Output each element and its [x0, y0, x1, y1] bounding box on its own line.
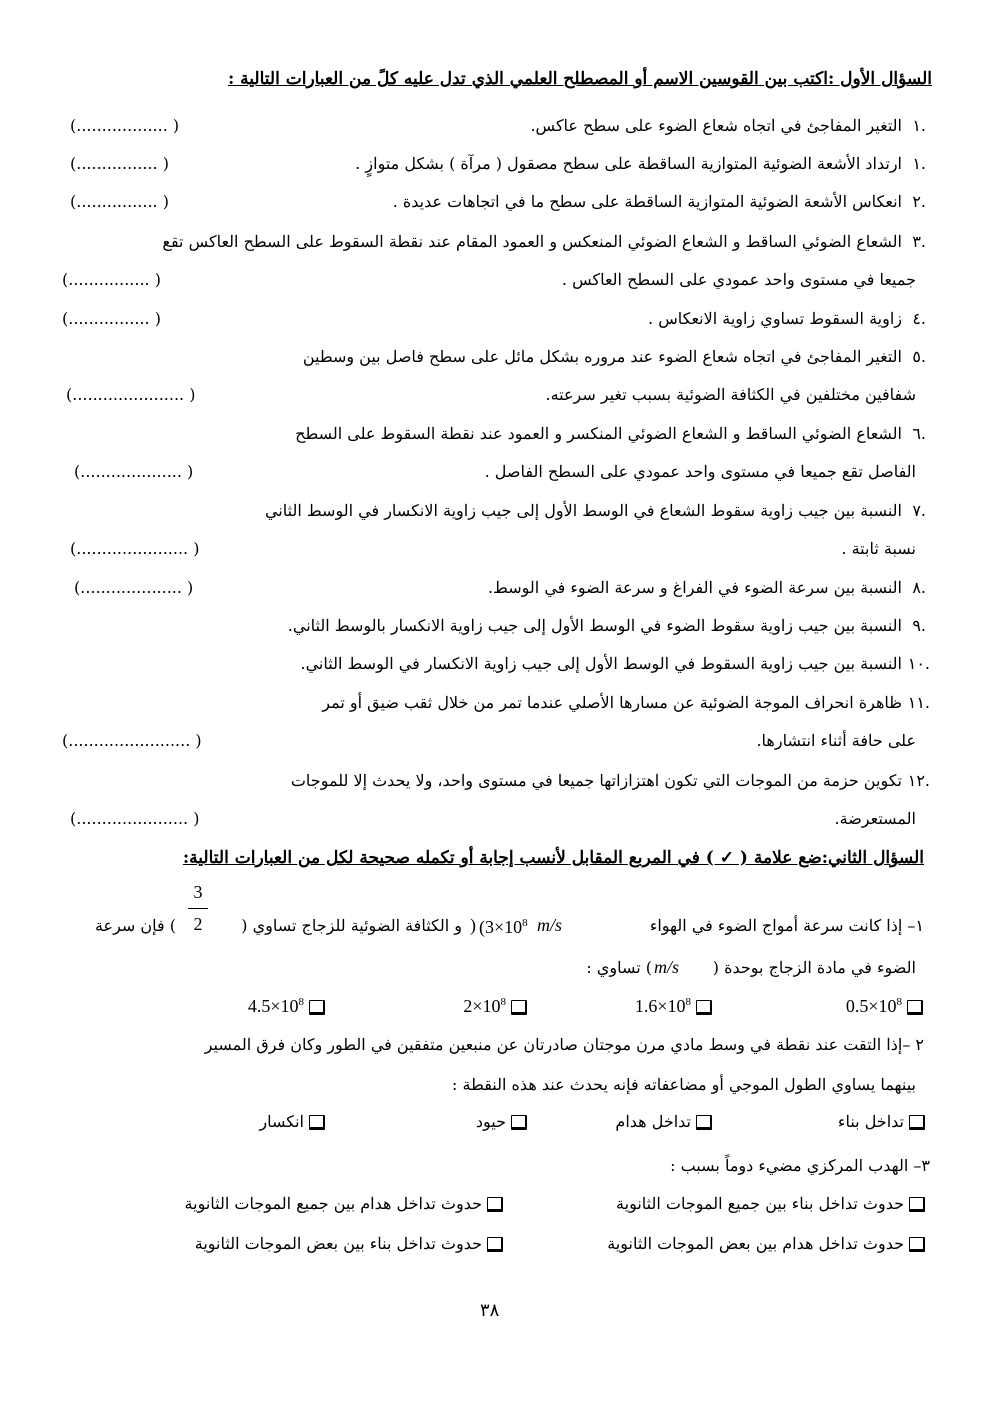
q1-item-9-text: النسبة بين سرعة الضوء في الفراغ و سرعة الضوء في الوسط. [487, 578, 902, 597]
checkbox-option-4[interactable] [309, 1000, 325, 1015]
checkbox-p3-option-1[interactable] [909, 1197, 925, 1212]
q1-item-9-answer-blank[interactable]: (.................... ) [74, 578, 194, 597]
q1-item-12-num: ١١. [907, 693, 930, 712]
q2-p3-option-3[interactable] [607, 1233, 930, 1255]
q1-item-13-text: تكوين حزمة من الموجات التي تكون اهتزازاتها جميعا في مستوى واحد، ولا يحدث إلا للموجات [290, 771, 902, 790]
q1-item-5-num: ٤. [912, 309, 926, 328]
q1-item-11-text: النسبة بين جيب زاوية السقوط في الوسط الأول إلى جيب زاوية الانكسار في الوسط الثاني. [300, 654, 902, 673]
q2-p3-option-4[interactable] [195, 1233, 508, 1255]
q2-p1-option-3-base: 2×10 [463, 996, 501, 1016]
q1-item-4-text: الشعاع الضوئي الساقط و الشعاع الضوئي المنعكس و العمود المقام عند نقطة السقوط على السطح العاكس تقع [162, 232, 902, 251]
checkbox-constructive[interactable] [909, 1115, 925, 1130]
q1-item-13-num: ١٢. [907, 771, 930, 790]
q1-item-7-num: ٦. [912, 424, 926, 443]
q2-p2-line1: ٢ –إذا التقت عند نقطة في وسط مادي مرن موجتان صادرتان عن منبعين متفقين في الطور وكان فرق المسير [204, 1035, 924, 1054]
q2-p2-option-diffraction[interactable] [476, 1111, 532, 1133]
speed-exponent: 8 [522, 917, 528, 929]
q2-p3-option-2-label: حدوث تداخل هدام بين جميع الموجات الثانوية [184, 1194, 482, 1213]
q2-p2-option-refraction[interactable] [259, 1111, 330, 1133]
q1-title: السؤال الأول :اكتب بين القوسين الاسم أو المصطلح العلمي الذي تدل عليه كلً من العبارات التالية : [227, 69, 932, 89]
q1-item-5-answer-blank[interactable]: (................ ) [62, 309, 161, 328]
q2-p1-option-2-base: 1.6×10 [634, 996, 686, 1016]
q1-item-8-num: ٧. [912, 501, 926, 520]
q2-p3-option-3-label: حدوث تداخل هدام بين بعض الموجات الثانوية [607, 1234, 904, 1253]
q1-item-4-answer-blank[interactable]: (................ ) [62, 270, 161, 289]
q2-p1-option-3-exp: 8 [500, 996, 506, 1008]
q1-item-2-answer-blank[interactable]: (................ ) [70, 154, 169, 173]
density-fraction-bar [188, 908, 208, 909]
q2-p1-line2-a: الضوء في مادة الزجاج بوحدة ( [712, 958, 916, 977]
q2-p1-option-1[interactable] [846, 991, 928, 1018]
q2-p2-option-3-label: حيود [475, 1112, 506, 1131]
q1-item-4-cont: جميعا في مستوى واحد عمودي على السطح العاكس . [561, 270, 916, 289]
q2-title: السؤال الثاني:ضع علامة ( ✓ ) في المربع المقابل لأنسب إجابة أو تكمله صحيحة لكل من العبارات التالية: [182, 848, 924, 868]
q1-item-1-num: ١. [912, 116, 926, 135]
q1-item-8-text: النسبة بين جيب زاوية سقوط الشعاع في الوسط الأول إلى جيب زاوية الانكسار في الوسط الثاني [264, 501, 902, 520]
q2-p2-line2: بينهما يساوي الطول الموجي أو مضاعفاته فإنه يحدث عند هذه النقطة : [452, 1075, 916, 1094]
q2-p1-option-1-value [846, 996, 902, 1016]
q1-item-6-text: التغير المفاجئ في اتجاه شعاع الضوء عند مروره بشكل مائل على سطح فاصل بين وسطين [302, 347, 902, 366]
checkbox-option-3[interactable] [511, 1000, 527, 1015]
q1-item-11-num: ١٠. [907, 654, 930, 673]
q1-item-9-num: ٨. [912, 578, 926, 597]
q2-p1-line1-c: ) فإن سرعة [94, 916, 176, 935]
q2-p1-option-1-exp: 8 [896, 996, 902, 1008]
checkbox-destructive[interactable] [696, 1115, 712, 1130]
q2-p1-option-2-value [635, 996, 691, 1016]
q1-item-7-text: الشعاع الضوئي الساقط و الشعاع الضوئي المنكسر و العمود عند نقطة السقوط على السطح [295, 424, 902, 443]
q1-item-13-cont: المستعرضة. [834, 809, 916, 828]
q1-item-12-cont: على حافة أثناء انتشارها. [756, 731, 916, 750]
q2-p1-line1-b: و الكثافة الضوئية للزجاج تساوي ( [241, 916, 462, 935]
checkbox-p3-option-4[interactable] [487, 1237, 503, 1252]
q2-p2-option-2-label: تداخل هدام [615, 1112, 691, 1131]
q2-p1-option-2[interactable] [635, 991, 717, 1018]
speed-base: 3×10 [485, 917, 523, 937]
q1-item-12-answer-blank[interactable]: (........................ ) [62, 731, 202, 750]
q1-item-1-text: التغير المفاجئ في اتجاه شعاع الضوء على سطح عاكس. [530, 116, 902, 135]
q1-item-1-answer-blank[interactable]: (.................. ) [70, 116, 180, 135]
checkbox-diffraction[interactable] [511, 1115, 527, 1130]
q2-p3-line1: ٣– الهدب المركزي مضيء دوماً بسبب : [670, 1156, 930, 1175]
q1-item-3-num: ٢. [912, 192, 926, 211]
q1-item-6-num: ٥. [912, 347, 926, 366]
page-number: ٣٨ [480, 1300, 500, 1321]
q2-p3-option-1[interactable] [616, 1193, 930, 1215]
q2-p3-option-1-label: حدوث تداخل بناء بين جميع الموجات الثانوية [616, 1194, 904, 1213]
q1-item-4-num: ٣. [912, 232, 926, 251]
q2-p1-option-3-value [463, 996, 506, 1016]
q1-item-6-cont: شفافين مختلفين في الكثافة الضوئية بسبب تغير سرعته. [545, 385, 916, 404]
q1-item-13-answer-blank[interactable]: (...................... ) [70, 809, 200, 828]
q1-item-5-text: زاوية السقوط تساوي زاوية الانعكاس . [648, 309, 902, 328]
q2-p1-unit-glass: m/s [654, 957, 680, 977]
checkbox-option-2[interactable] [696, 1000, 712, 1015]
q1-item-2-text: ارتداد الأشعة الضوئية المتوازية الساقطة على سطح مصقول ( مرآة ) بشكل متوازٍ . [355, 154, 902, 173]
q1-item-3-answer-blank[interactable]: (................ ) [70, 192, 169, 211]
q2-p1-option-4-base: 4.5×10 [247, 996, 299, 1016]
density-fraction-denominator: 2 [193, 914, 203, 934]
q1-item-8-answer-blank[interactable]: (...................... ) [70, 539, 200, 558]
q2-p2-option-4-label: انكسار [259, 1112, 304, 1131]
q2-p1-line1-a: ١– إذا كانت سرعة أمواج الضوء في الهواء [649, 916, 924, 935]
q1-item-7-answer-blank[interactable]: (.................... ) [74, 462, 194, 481]
q1-item-2-num: ١. [912, 154, 926, 173]
checkbox-refraction[interactable] [309, 1115, 325, 1130]
q2-p1-option-4-value [248, 996, 304, 1016]
q2-p1-option-4[interactable] [248, 991, 330, 1018]
q2-p3-option-4-label: حدوث تداخل بناء بين بعض الموجات الثانوية [194, 1234, 482, 1253]
q2-p1-line2-b: ) تساوي : [586, 958, 652, 977]
q1-item-12-text: ظاهرة انحراف الموجة الضوئية عن مسارها الأصلي عندما تمر من خلال ثقب ضيق أو تمر [322, 693, 902, 712]
q2-p1-speed-air [479, 912, 528, 938]
checkbox-p3-option-2[interactable] [487, 1197, 503, 1212]
q1-item-6-answer-blank[interactable]: (...................... ) [66, 385, 196, 404]
q2-p1-option-1-base: 0.5×10 [845, 996, 897, 1016]
checkbox-p3-option-3[interactable] [909, 1237, 925, 1252]
q1-item-10-num: ٩. [912, 616, 926, 635]
speed-open-paren: ( [479, 917, 485, 937]
checkbox-option-1[interactable] [907, 1000, 923, 1015]
q2-p3-option-2[interactable] [185, 1193, 508, 1215]
q2-p2-option-1-label: تداخل بناء [837, 1112, 904, 1131]
q1-item-8-cont: نسبة ثابتة . [841, 539, 916, 558]
q2-p1-option-3[interactable] [463, 991, 532, 1018]
q2-p1-option-2-exp: 8 [685, 996, 691, 1008]
density-fraction-numerator: 3 [193, 882, 203, 902]
q2-p2-option-destructive[interactable] [615, 1111, 717, 1133]
q1-item-7-cont: الفاصل تقع جميعا في مستوى واحد عمودي على السطح الفاصل . [484, 462, 916, 481]
speed-close-paren: ) [470, 915, 476, 935]
q2-p2-option-constructive[interactable] [838, 1111, 930, 1133]
q2-p1-option-4-exp: 8 [298, 996, 304, 1008]
q2-p1-unit-air: m/s [537, 915, 563, 935]
q1-item-3-text: انعكاس الأشعة الضوئية المتوازية الساقطة على سطح ما في اتجاهات عديدة . [392, 192, 902, 211]
q1-item-10-text: النسبة بين جيب زاوية سقوط الضوء في الوسط الأول إلى جيب زاوية الانكسار بالوسط الثاني. [287, 616, 902, 635]
